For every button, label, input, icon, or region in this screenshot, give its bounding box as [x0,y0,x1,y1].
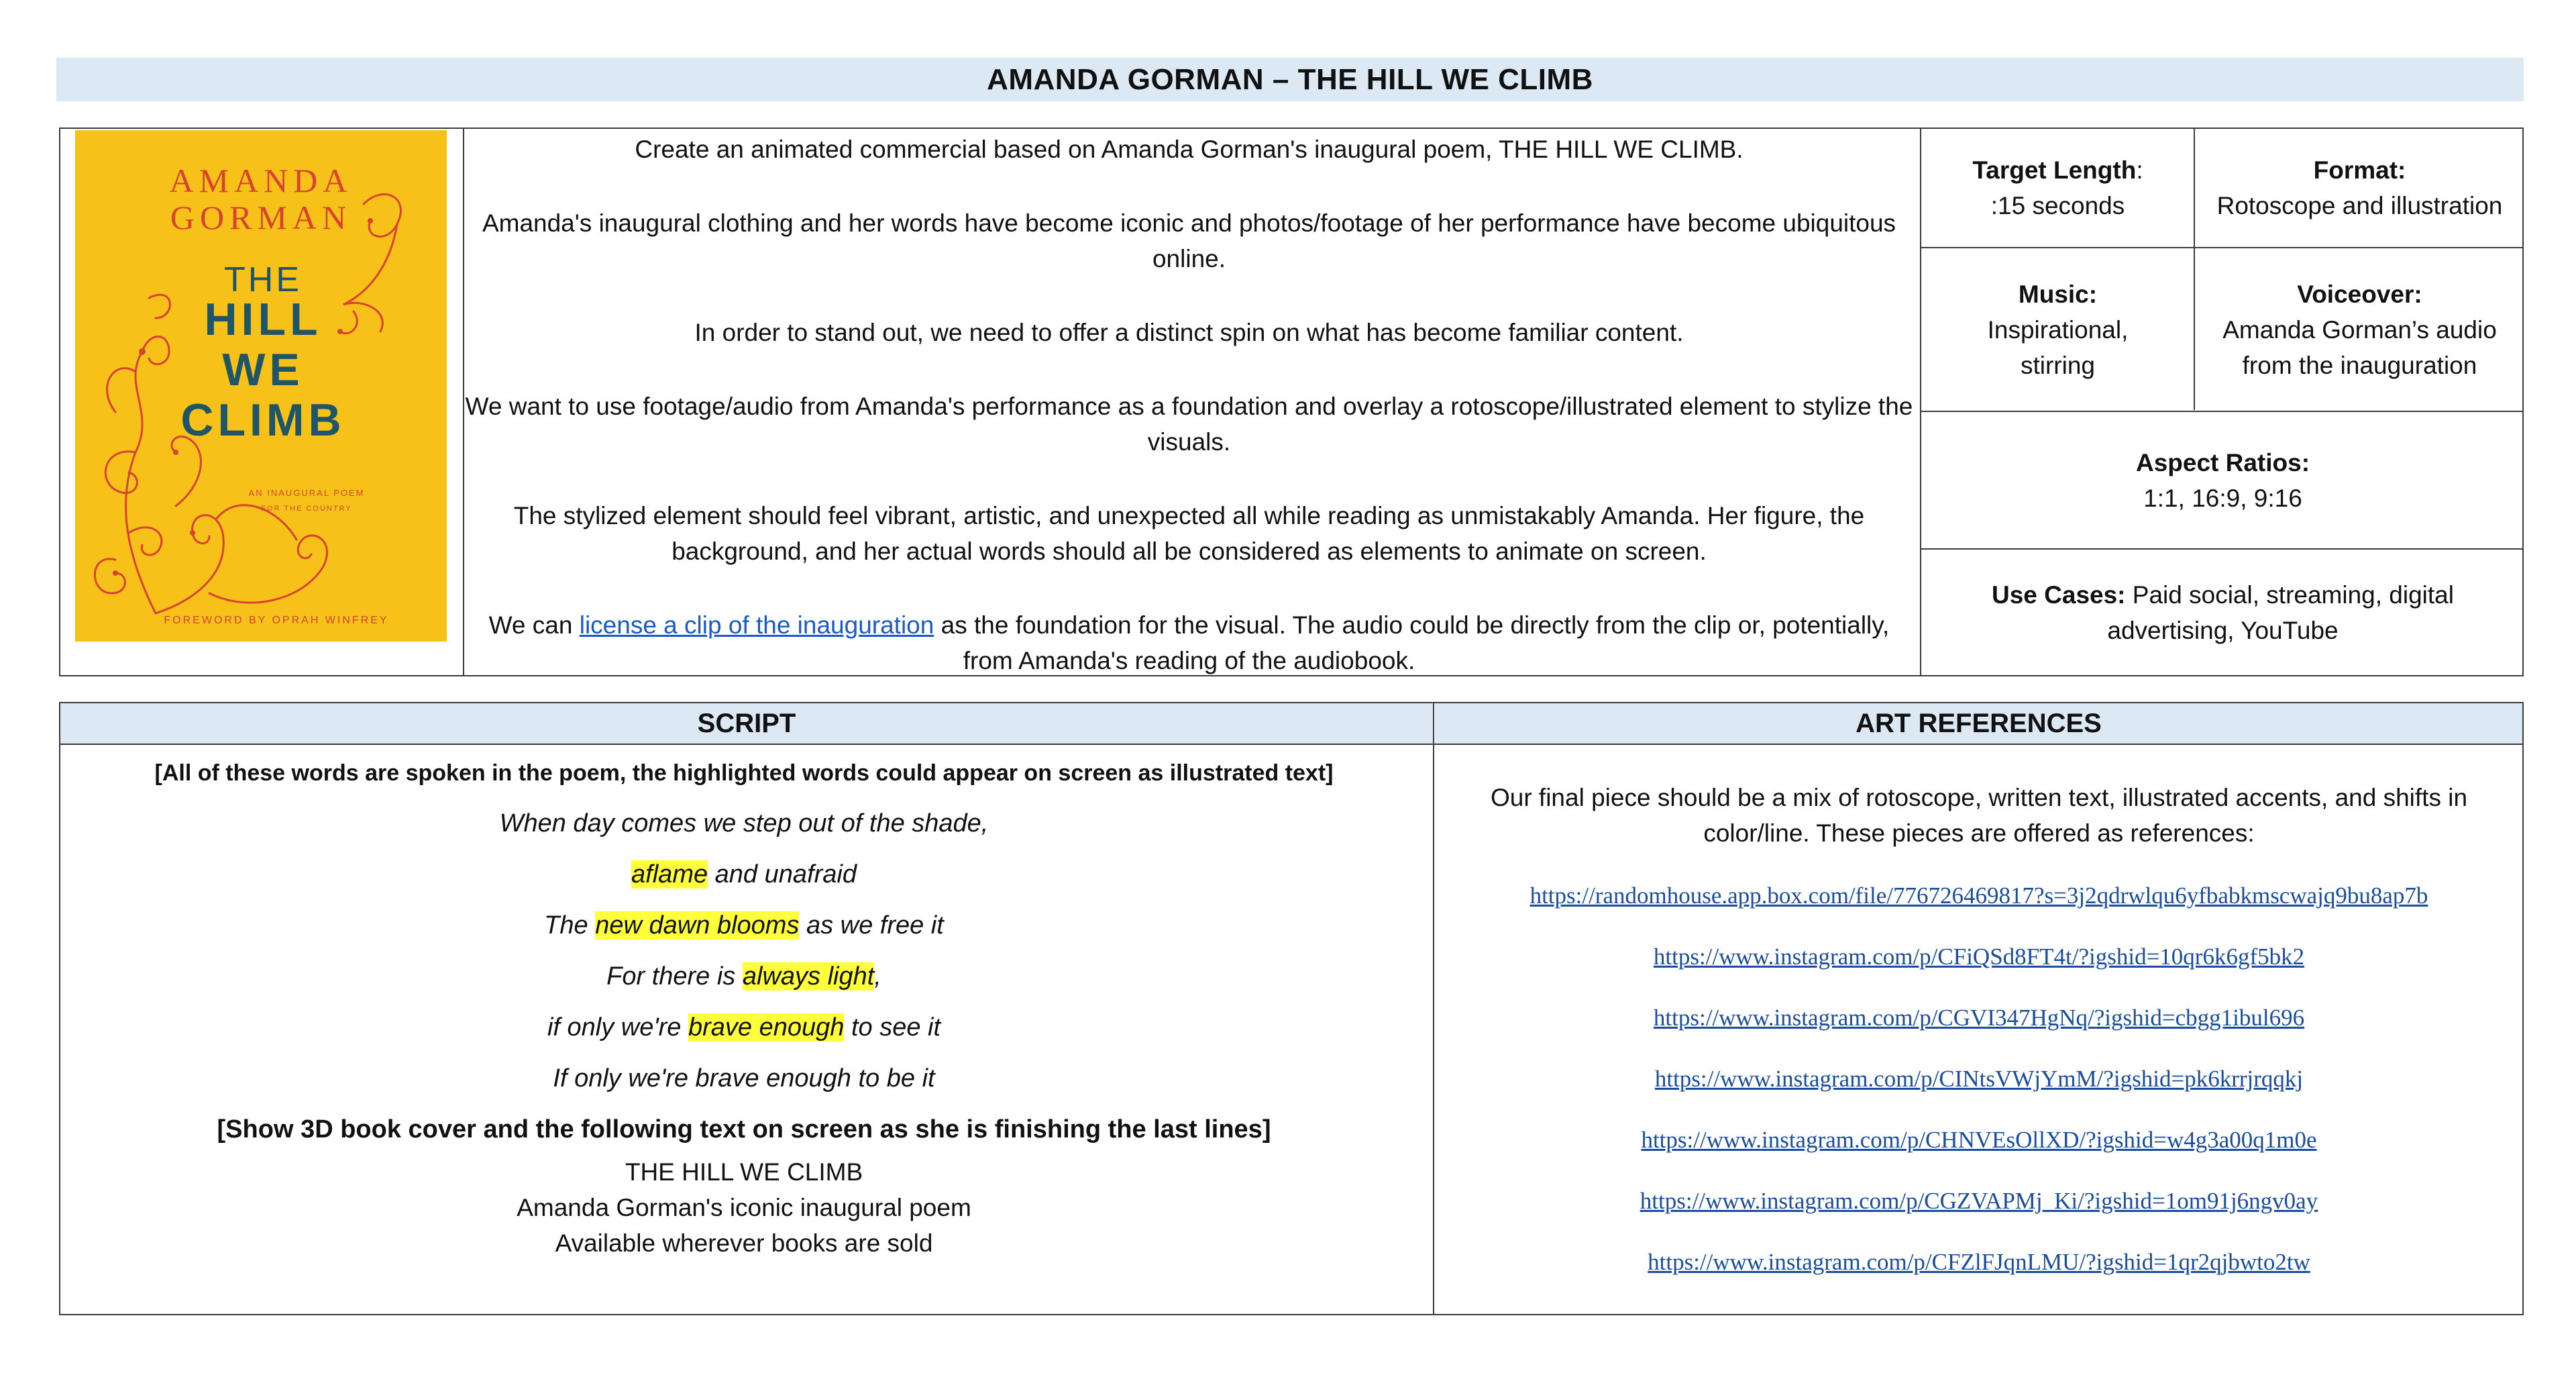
cover-title-line4: CLIMB [180,395,345,446]
reference-link[interactable]: https://www.instagram.com/p/CFiQSd8FT4t/?igshid=10qr6k6gf5bk2 [1653,944,2305,970]
target-length-label: Target Length [1972,156,2137,184]
cover-title-line2: HILL [204,294,322,345]
reference-link[interactable]: https://www.instagram.com/p/CINtsVWjYmM/?igshid=pk6krrjrqqkj [1654,1066,2304,1092]
cover-author-line1: AMANDA [169,162,353,199]
poem-text: For there is [606,962,743,990]
poem-text: to see it [844,1013,941,1041]
end-card-line: Available wherever books are sold [555,1229,933,1257]
brief-description [463,132,1915,717]
poem-text: , [874,962,881,990]
description-paragraph: Amanda's inaugural clothing and her words have become iconic and photos/footage of her performance have become ubiquitous online. [482,209,1896,272]
description-paragraph: We want to use footage/audio from Amanda's performance as a foundation and overlay a rotoscope/illustrated element to stylize the visuals. [465,393,1913,456]
reference-link[interactable]: https://www.instagram.com/p/CGVI347HgNq/?igshid=cbgg1ibul696 [1653,1005,2305,1031]
target-length-colon: : [2136,156,2143,184]
aspect-ratio-value: 1:1, 16:9, 9:16 [2143,484,2302,512]
format-value: Rotoscope and illustration [2216,192,2503,219]
cover-subtitle-line1: AN INAUGURAL POEM [248,488,365,498]
reference-link[interactable]: https://randomhouse.app.box.com/file/776726469817?s=3j2qdrwlqu6yfbabkmscwajq9bu8ap7b [1529,882,2428,909]
art-references-header-label: ART REFERENCES [1856,708,2102,738]
script-header-label: SCRIPT [697,708,796,738]
description-text: as the foundation for the visual. The audio could be directly from the clip or, potentially, from Amanda's reading of the audiobook. [934,611,1890,674]
target-length-cell [1922,129,2194,247]
art-references-column [1436,744,2522,1278]
script-header [60,703,1433,744]
voiceover-cell [2196,248,2524,411]
description-paragraph: The stylized element should feel vibrant, artistic, and unexpected all while reading as unmistakably Amanda. Her figure, the background, and her actual words should all be considered as elements to animate on screen. [513,502,1865,565]
description-paragraph: In order to stand out, we need to offer a distinct spin on what has become familiar content. [694,319,1684,346]
end-card-line: THE HILL WE CLIMB [625,1158,863,1186]
cover-title-line3: WE [222,344,304,395]
use-cases-value: Paid social, streaming, digital advertising, YouTube [2107,581,2454,644]
reference-link[interactable]: https://www.instagram.com/p/CGZVAPMj_Ki/?igshid=1om91j6ngv0ay [1640,1188,2318,1214]
poem-line [63,961,1425,992]
format-label: Format: [2313,156,2406,184]
poem-text: and unafraid [708,860,857,888]
reference-link[interactable]: https://www.instagram.com/p/CHNVEsOllXD/?igshid=w4g3a00q1m0e [1641,1127,2317,1153]
use-cases-label: Use Cases: [1992,581,2126,609]
highlighted-word: aflame [631,860,708,888]
target-length-value: :15 seconds [1990,192,2125,219]
column-divider [2194,129,2195,410]
poem-line [63,1012,1425,1043]
highlighted-word: new dawn blooms [595,911,800,939]
show-cover-note: [Show 3D book cover and the following text on screen as she is finishing the last lines] [217,1115,1271,1143]
music-value: Inspirational, stirring [1987,315,2129,379]
title-bar [56,58,2524,101]
cover-foreword: FOREWORD BY OPRAH WINFREY [164,615,389,626]
aspect-ratio-label: Aspect Ratios: [2135,448,2310,476]
use-cases-cell [1922,550,2524,676]
art-intro: Our final piece should be a mix of rotoscope, written text, illustrated accents, and shifts in color/line. These pieces are offered as references: [1490,784,2468,847]
highlighted-word: always light [742,962,875,990]
poem-line [63,859,1425,890]
column-divider [1433,703,1434,1314]
license-clip-link[interactable]: license a clip of the inauguration [579,611,934,639]
poem-text: The [544,911,596,939]
poem-line: When day comes we step out of the shade, [499,809,989,837]
script-note: [All of these words are spoken in the poem, the highlighted words could appear on screen as illustrated text] [154,760,1334,786]
cover-author-line2: GORMAN [170,199,352,236]
reference-link[interactable]: https://www.instagram.com/p/CFZlFJqnLMU/?igshid=1qr2qjbwto2tw [1648,1249,2310,1275]
format-cell [2196,129,2524,247]
music-cell [1922,248,2194,411]
music-label: Music: [2018,280,2098,308]
book-cover-image [75,130,447,642]
poem-text: if only we're [547,1013,688,1041]
description-text: We can [488,611,580,639]
cover-title-line1: THE [224,260,302,299]
column-divider [1920,129,1921,675]
voiceover-label: Voiceover: [2297,280,2422,308]
art-references-header [1435,703,2522,744]
poem-line [63,910,1425,941]
end-card-line: Amanda Gorman's iconic inaugural poem [517,1194,971,1221]
end-card-text [63,1154,1425,1261]
description-paragraph: Create an animated commercial based on Amanda Gorman's inaugural poem, THE HILL WE CLIMB. [635,136,1743,163]
script-column [63,744,1425,1261]
page-title: AMANDA GORMAN – THE HILL WE CLIMB [987,62,1593,96]
cover-subtitle-line2: FOR THE COUNTRY [261,505,352,513]
aspect-ratio-cell [1922,412,2524,548]
poem-text: as we free it [799,911,944,939]
poem-line: If only we're brave enough to be it [553,1064,935,1092]
highlighted-word: brave enough [688,1013,845,1041]
description-paragraph [463,607,1915,678]
voiceover-value: Amanda Gorman’s audio from the inauguration [2222,315,2497,379]
